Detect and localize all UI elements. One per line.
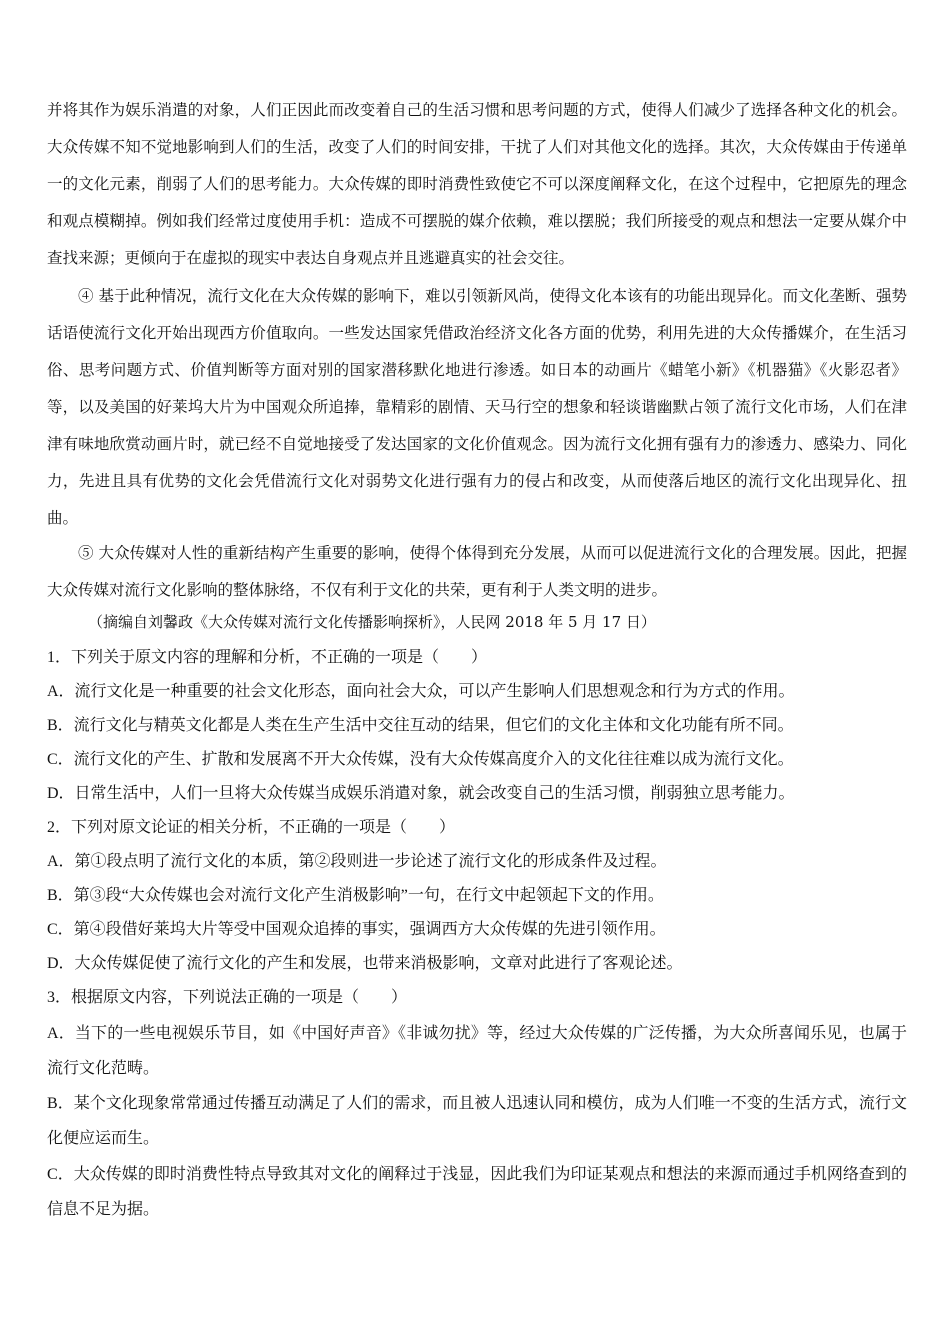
question-2-option-c: C．第④段借好莱坞大片等受中国观众追捧的事实，强调西方大众传媒的先进引领作用。 [47,921,666,938]
question-1-option-a: A．流行文化是一种重要的社会文化形态，面向社会大众，可以产生影响人们思想观念和行为方式的作用。 [47,683,795,700]
passage-paragraph-5: ⑤ 大众传媒对人性的重新结构产生重要的影响，使得个体得到充分发展，从而可以促进流行文化的合理发展。因此，把握大众传媒对流行文化影响的整体脉络，不仅有利于文化的共荣，更有利于人类文明的进步。 [47,544,907,599]
passage-paragraph-3-continued: 并将其作为娱乐消遣的对象，人们正因此而改变着自己的生活习惯和思考问题的方式，使得人们减少了选择各种文化的机会。大众传媒不知不觉地影响到人们的生活，改变了人们的时间安排，干扰了人们对其他文化的选择。其次，大众传媒由于传递单一的文化元素，削弱了人们的思考能力。大众传媒的即时消费性致使它不可以深度阐释文化，在这个过程中，它把原先的理念和观点模糊掉。例如我们经常过度使用手机：造成不可摆脱的媒介依赖，难以摆脱；我们所接受的观点和想法一定要从媒介中查找来源；更倾向于在虚拟的现实中表达自身观点并且逃避真实的社会交往。 [47,101,907,267]
question-3-stem: 3．根据原文内容，下列说法正确的一项是（ ） [47,989,408,1006]
question-1-option-d: D．日常生活中，人们一旦将大众传媒当成娱乐消遣对象，就会改变自己的生活习惯，削弱独立思考能力。 [47,785,795,802]
passage-paragraph-4: ④ 基于此种情况，流行文化在大众传媒的影响下，难以引领新风尚，使得文化本该有的功能出现异化。而文化垄断、强势话语使流行文化开始出现西方价值取向。一些发达国家凭借政治经济文化各方面的优势，利用先进的大众传播媒介，在生活习俗、思考问题方式、价值判断等方面对别的国家潜移默化地进行渗透。如日本的动画片《蜡笔小新》《机器猫》《火影忍者》等，以及美国的好莱坞大片为中国观众所追捧，靠精彩的剧情、天马行空的想象和轻谈谐幽默占领了流行文化市场，人们在津津有味地欣赏动画片时，就已经不自觉地接受了发达国家的文化价值观念。因为流行文化拥有强有力的渗透力、感染力、同化力，先进且具有优势的文化会凭借流行文化对弱势文化进行强有力的侵占和改变，从而使落后地区的流行文化出现异化、扭曲。 [47,287,907,527]
question-2-option-d: D．大众传媒促使了流行文化的产生和发展，也带来消极影响，文章对此进行了客观论述。 [47,955,683,972]
question-3-option-c: C．大众传媒的即时消费性特点导致其对文化的阐释过于浅显，因此我们为印证某观点和想法的来源而通过手机网络查到的信息不足为据。 [47,1166,907,1218]
question-1-option-b: B．流行文化与精英文化都是人类在生产生活中交往互动的结果，但它们的文化主体和文化功能有所不同。 [47,717,794,734]
question-2-option-a: A．第①段点明了流行文化的本质，第②段则进一步论述了流行文化的形成条件及过程。 [47,853,667,870]
question-1-option-c: C．流行文化的产生、扩散和发展离不开大众传媒，没有大众传媒高度介入的文化往往难以成为流行文化。 [47,751,794,768]
question-3-option-a: A．当下的一些电视娱乐节目，如《中国好声音》《非诚勿扰》等，经过大众传媒的广泛传播，为大众所喜闻乐见，也属于流行文化范畴。 [47,1025,907,1077]
question-1-stem: 1．下列关于原文内容的理解和分析，不正确的一项是（ ） [47,649,488,666]
question-2-option-b: B．第③段“大众传媒也会对流行文化产生消极影响”一句，在行文中起领起下文的作用。 [47,887,664,904]
passage-source: （摘编自刘馨政《大众传媒对流行文化传播影响探析》，人民网 2018 年 5 月 17 日） [88,613,656,631]
question-3-option-b: B．某个文化现象常常通过传播互动满足了人们的需求，而且被人迅速认同和模仿，成为人们唯一不变的生活方式，流行文化便应运而生。 [47,1095,907,1147]
question-2-stem: 2．下列对原文论证的相关分析，不正确的一项是（ ） [47,819,456,836]
